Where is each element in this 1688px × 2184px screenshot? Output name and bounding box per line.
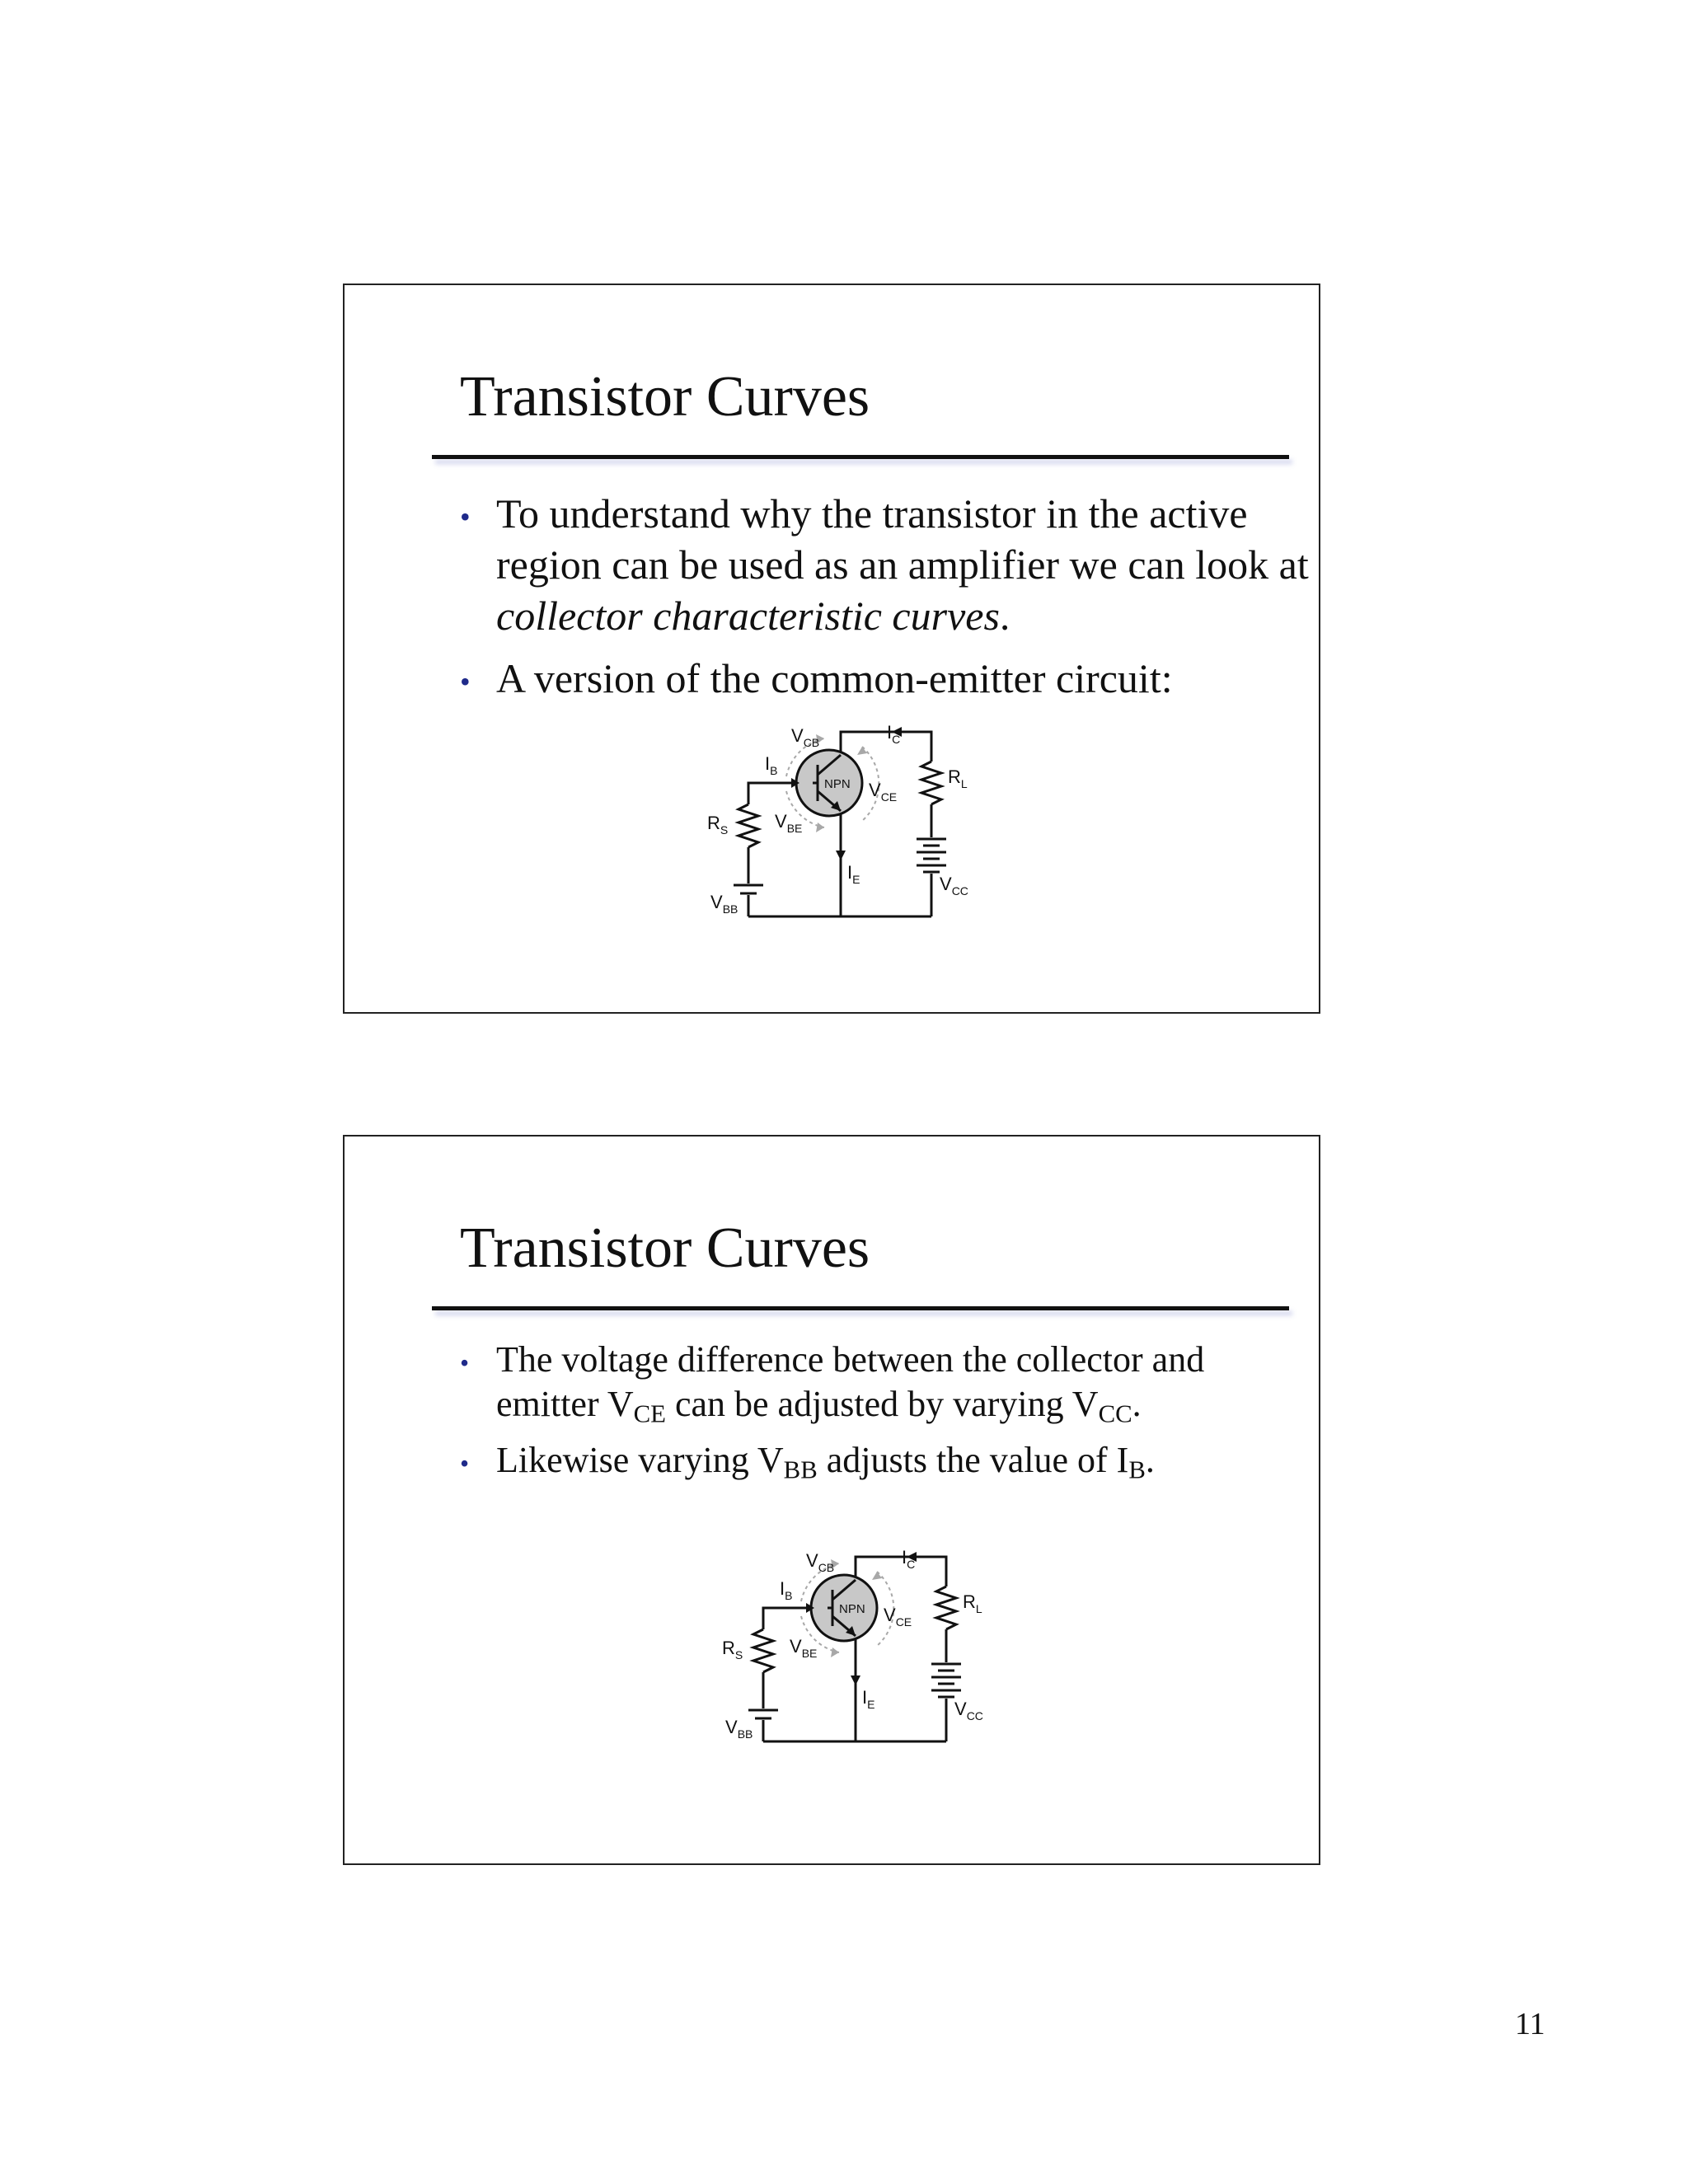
svg-text:IC: $I_C$ xyxy=(887,722,901,746)
slide-1 xyxy=(343,284,1320,1014)
svg-text:VCB: $V_{CB}$ xyxy=(806,1550,835,1574)
svg-text:VBE: $V_{BE}$ xyxy=(775,811,803,835)
bullet-dot-icon: • xyxy=(460,665,471,698)
bullet-text: . xyxy=(1132,1384,1142,1424)
common-emitter-circuit-diagram xyxy=(701,722,973,928)
svg-text:RS: $R_S$ xyxy=(722,1638,743,1661)
bullet-text: can be adjusted by varying V xyxy=(665,1384,1099,1424)
svg-text:VCE: $V_{CE}$ xyxy=(869,780,898,804)
svg-text:VCC: $V_{CC}$ xyxy=(954,1699,983,1722)
npn-label: NPN xyxy=(824,777,851,791)
bullet-dot-icon: • xyxy=(460,1449,470,1478)
slide-2 xyxy=(343,1135,1320,1865)
bullet-text: To understand why the transistor in the active region can be used as an amplifier we can look at xyxy=(496,490,1309,588)
svg-text:RL: $R_L$ xyxy=(948,766,968,790)
slide-title: Transistor Curves xyxy=(460,1216,870,1280)
bullet-item xyxy=(460,488,1309,641)
bullet-text: adjusts the value of I xyxy=(817,1440,1129,1480)
subscript: CC xyxy=(1098,1399,1132,1428)
npn-label: NPN xyxy=(839,1602,865,1616)
bullet-text: . xyxy=(1145,1440,1155,1480)
title-rule xyxy=(432,1306,1289,1310)
svg-text:IB: $I_B$ xyxy=(780,1578,793,1602)
svg-text:RS: $R_S$ xyxy=(707,813,729,837)
bullet-item xyxy=(460,1338,1309,1427)
bullet-text: Likewise varying V xyxy=(496,1440,784,1480)
subscript: BB xyxy=(783,1455,818,1484)
bullet-emphasis: collector characteristic curves xyxy=(496,593,1000,639)
svg-text:VBB: $V_{BB}$ xyxy=(725,1717,753,1741)
svg-text:IC: $I_C$ xyxy=(902,1547,916,1571)
bullet-list xyxy=(460,1338,1309,1494)
svg-text:IE: $I_E$ xyxy=(847,862,860,886)
common-emitter-circuit-diagram xyxy=(715,1547,987,1753)
subscript: B xyxy=(1128,1455,1146,1484)
svg-text:IE: $I_E$ xyxy=(862,1687,875,1711)
bullet-dot-icon: • xyxy=(460,500,471,533)
bullet-item xyxy=(460,1438,1309,1483)
bullet-text-end: . xyxy=(999,593,1010,639)
svg-text:RL: $R_L$ xyxy=(963,1591,982,1615)
bullet-dot-icon: • xyxy=(460,1348,470,1377)
bullet-item xyxy=(460,653,1309,704)
bullet-list xyxy=(460,488,1309,715)
svg-text:VCE: $V_{CE}$ xyxy=(884,1605,912,1629)
svg-text:VBB: $V_{BB}$ xyxy=(710,892,738,916)
slide-title: Transistor Curves xyxy=(460,365,870,429)
title-rule xyxy=(432,455,1289,459)
svg-text:VBE: $V_{BE}$ xyxy=(790,1636,818,1660)
svg-text:IB: $I_B$ xyxy=(765,753,778,777)
bullet-text: A version of the common-emitter circuit: xyxy=(496,655,1173,701)
bullet-text: The voltage difference between the collector and emitter V xyxy=(496,1339,1205,1424)
subscript: CE xyxy=(633,1399,666,1428)
page-number: 11 xyxy=(1515,2007,1545,2041)
svg-text:VCB: $V_{CB}$ xyxy=(791,725,820,749)
svg-text:VCC: $V_{CC}$ xyxy=(940,874,968,898)
